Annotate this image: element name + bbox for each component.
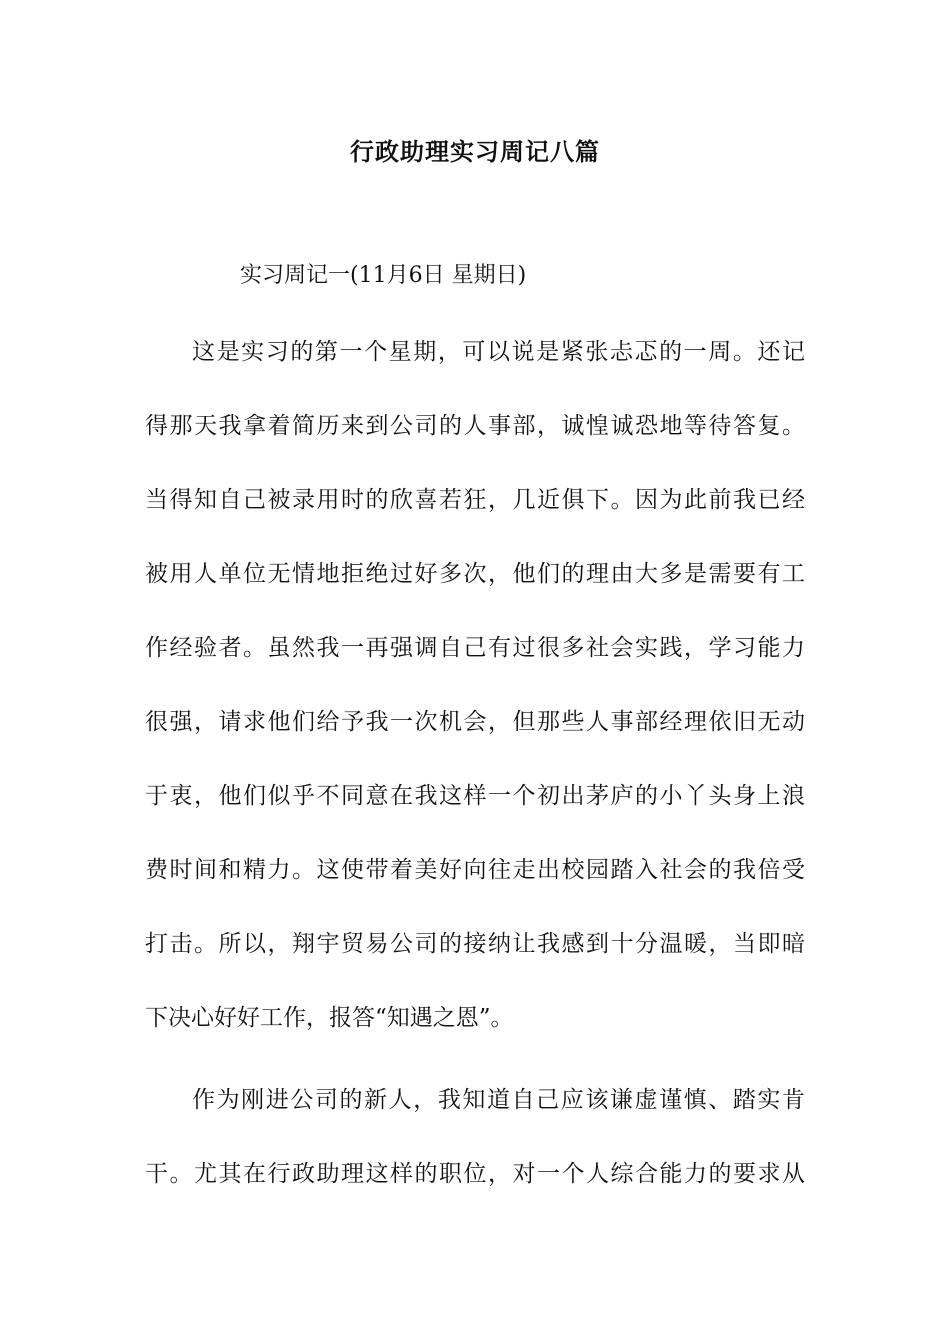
paragraph-line: 下决心好好工作，报答“知遇之恩”。 [145, 1005, 514, 1031]
paragraph-line: 这是实习的第一个星期，可以说是紧张忐忑的一周。还记 [192, 339, 805, 365]
paragraph-line: 得那天我拿着简历来到公司的人事部，诚惶诚恐地等待答复。 [145, 413, 805, 439]
document-title: 行政助理实习周记八篇 [350, 137, 600, 166]
paragraph-line: 于衷，他们似乎不同意在我这样一个初出茅庐的小丫头身上浪 [145, 783, 805, 809]
paragraph-line: 被用人单位无情地拒绝过好多次，他们的理由大多是需要有工 [145, 561, 805, 587]
entry-heading: 实习周记一(11月6日 星期日) [240, 263, 527, 288]
paragraph-line: 费时间和精力。这使带着美好向往走出校园踏入社会的我倍受 [145, 857, 805, 883]
paragraph-line: 很强，请求他们给予我一次机会，但那些人事部经理依旧无动 [145, 709, 805, 735]
paragraph-line: 作经验者。虽然我一再强调自己有过很多社会实践，学习能力 [145, 635, 805, 661]
paragraph-line: 作为刚进公司的新人，我知道自己应该谦虚谨慎、踏实肯 [192, 1087, 805, 1113]
paragraph-line: 当得知自己被录用时的欣喜若狂，几近俱下。因为此前我已经 [145, 487, 805, 513]
paragraph-line: 打击。所以，翔宇贸易公司的接纳让我感到十分温暖，当即暗 [145, 931, 805, 957]
paragraph-line: 干。尤其在行政助理这样的职位，对一个人综合能力的要求从 [145, 1161, 805, 1187]
